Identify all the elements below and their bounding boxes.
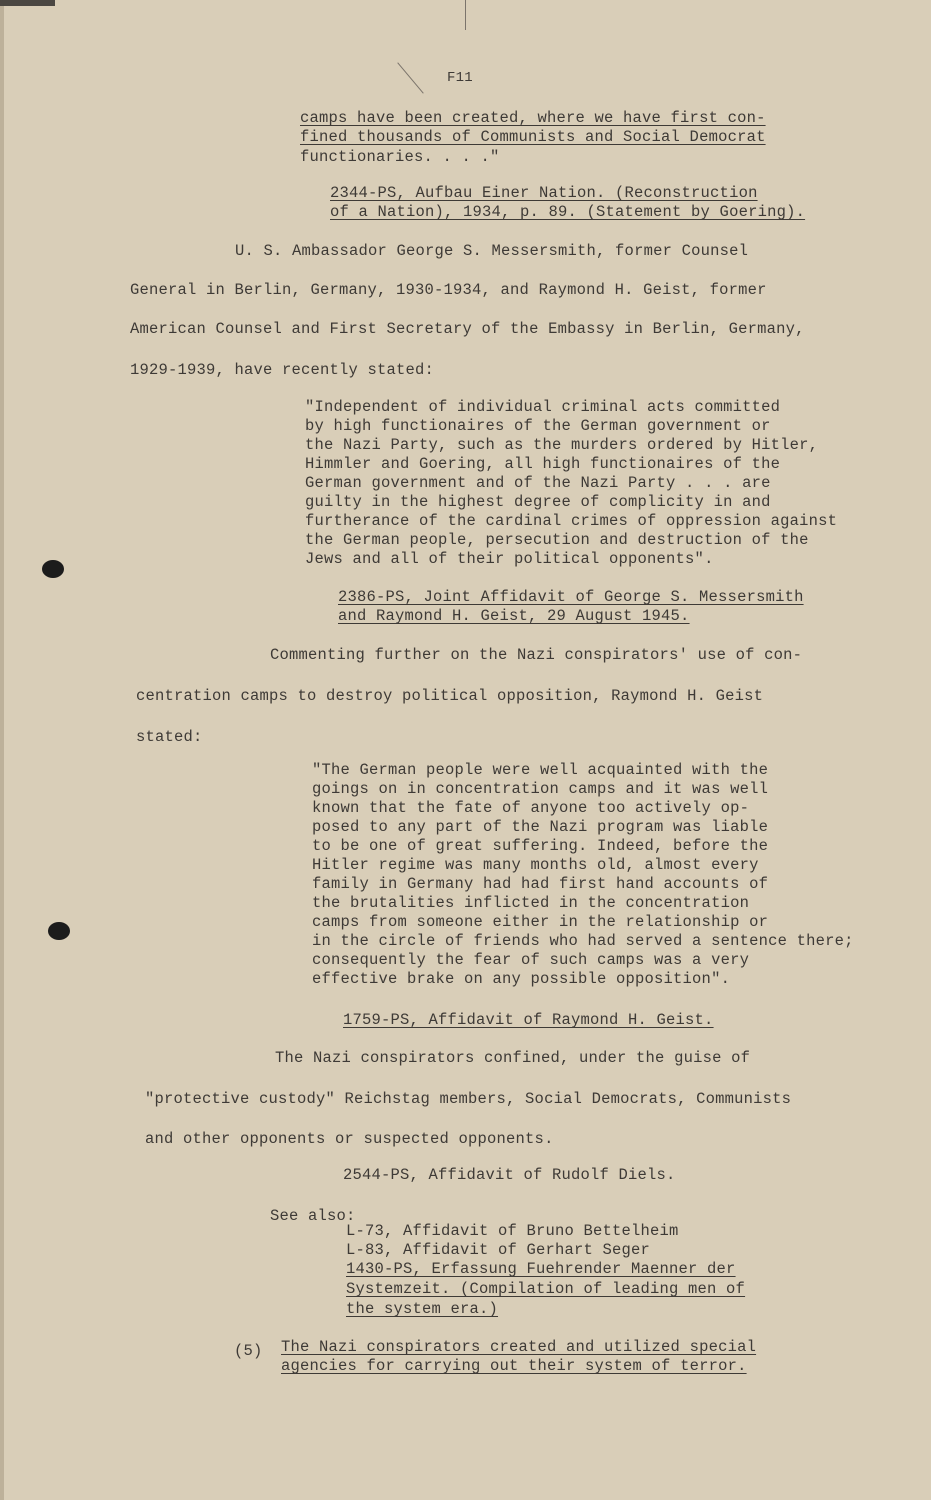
- paragraph-line: "protective custody" Reichstag members, Social Democrats, Communists: [145, 1090, 792, 1108]
- quote2-line: Himmler and Goering, all high functionaires of the: [305, 455, 781, 473]
- see-also-item: L-83, Affidavit of Gerhart Seger: [346, 1241, 651, 1259]
- paragraph-line: The Nazi conspirators confined, under the guise of: [275, 1049, 751, 1067]
- quote3-line: goings on in concentration camps and it was well: [312, 780, 769, 798]
- paragraph-line: American Counsel and First Secretary of the Embassy in Berlin, Germany,: [130, 320, 805, 338]
- citation: of a Nation), 1934, p. 89. (Statement by Goering).: [330, 203, 806, 221]
- quote3-line: effective brake on any possible opposition".: [312, 970, 731, 988]
- quote3-line: known that the fate of anyone too actively op-: [312, 799, 750, 817]
- section-heading-line: The Nazi conspirators created and utilized special: [281, 1338, 757, 1356]
- see-also-label: See also:: [270, 1207, 356, 1225]
- punch-hole-bottom: [48, 922, 70, 940]
- paragraph-line: Commenting further on the Nazi conspirators' use of con-: [270, 646, 803, 664]
- quote1-line: fined thousands of Communists and Social Democrat: [300, 128, 766, 146]
- quote2-line: "Independent of individual criminal acts committed: [305, 398, 781, 416]
- quote3-line: to be one of great suffering. Indeed, before the: [312, 837, 769, 855]
- page-number: F11: [447, 70, 473, 86]
- see-also-item: the system era.): [346, 1300, 499, 1318]
- quote3-line: Hitler regime was many months old, almost every: [312, 856, 759, 874]
- quote1-line: functionaries. . . .": [300, 148, 500, 166]
- quote3-line: the brutalities inflicted in the concentration: [312, 894, 750, 912]
- paragraph-line: and other opponents or suspected opponents.: [145, 1130, 554, 1148]
- section-number: (5): [234, 1342, 263, 1360]
- citation: and Raymond H. Geist, 29 August 1945.: [338, 607, 690, 625]
- quote2-line: by high functionaires of the German government or: [305, 417, 771, 435]
- quote3-line: posed to any part of the Nazi program was liable: [312, 818, 769, 836]
- quote2-line: guilty in the highest degree of complicity in and: [305, 493, 771, 511]
- citation: 2344-PS, Aufbau Einer Nation. (Reconstruction: [330, 184, 758, 202]
- stray-mark: [465, 0, 466, 30]
- quote2-line: the German people, persecution and destruction of the: [305, 531, 809, 549]
- quote2-line: the Nazi Party, such as the murders ordered by Hitler,: [305, 436, 819, 454]
- see-also-item: 1430-PS, Erfassung Fuehrender Maenner der: [346, 1260, 736, 1278]
- page-edge: [0, 0, 4, 1500]
- quote2-line: German government and of the Nazi Party . . . are: [305, 474, 771, 492]
- see-also-item: L-73, Affidavit of Bruno Bettelheim: [346, 1222, 679, 1240]
- quote2-line: furtherance of the cardinal crimes of oppression against: [305, 512, 838, 530]
- paragraph-line: centration camps to destroy political opposition, Raymond H. Geist: [136, 687, 764, 705]
- quote2-line: Jews and all of their political opponents".: [305, 550, 714, 568]
- quote3-line: camps from someone either in the relationship or: [312, 913, 769, 931]
- citation: 1759-PS, Affidavit of Raymond H. Geist.: [343, 1011, 714, 1029]
- punch-hole-top: [42, 560, 64, 578]
- paragraph-line: General in Berlin, Germany, 1930-1934, and Raymond H. Geist, former: [130, 281, 767, 299]
- quote3-line: in the circle of friends who had served a sentence there;: [312, 932, 854, 950]
- quote3-line: consequently the fear of such camps was a very: [312, 951, 750, 969]
- quote1-line: camps have been created, where we have first con-: [300, 109, 766, 127]
- stray-mark: [397, 62, 423, 93]
- paragraph-line: 1929-1939, have recently stated:: [130, 361, 435, 379]
- citation: 2386-PS, Joint Affidavit of George S. Messersmith: [338, 588, 804, 606]
- citation: 2544-PS, Affidavit of Rudolf Diels.: [343, 1166, 676, 1184]
- corner-mark: [0, 0, 55, 6]
- see-also-item: Systemzeit. (Compilation of leading men of: [346, 1280, 746, 1298]
- quote3-line: family in Germany had had first hand accounts of: [312, 875, 769, 893]
- section-heading-line: agencies for carrying out their system of terror.: [281, 1357, 747, 1375]
- paragraph-line: stated:: [136, 728, 203, 746]
- quote3-line: "The German people were well acquainted with the: [312, 761, 769, 779]
- paragraph-line: U. S. Ambassador George S. Messersmith, former Counsel: [235, 242, 749, 260]
